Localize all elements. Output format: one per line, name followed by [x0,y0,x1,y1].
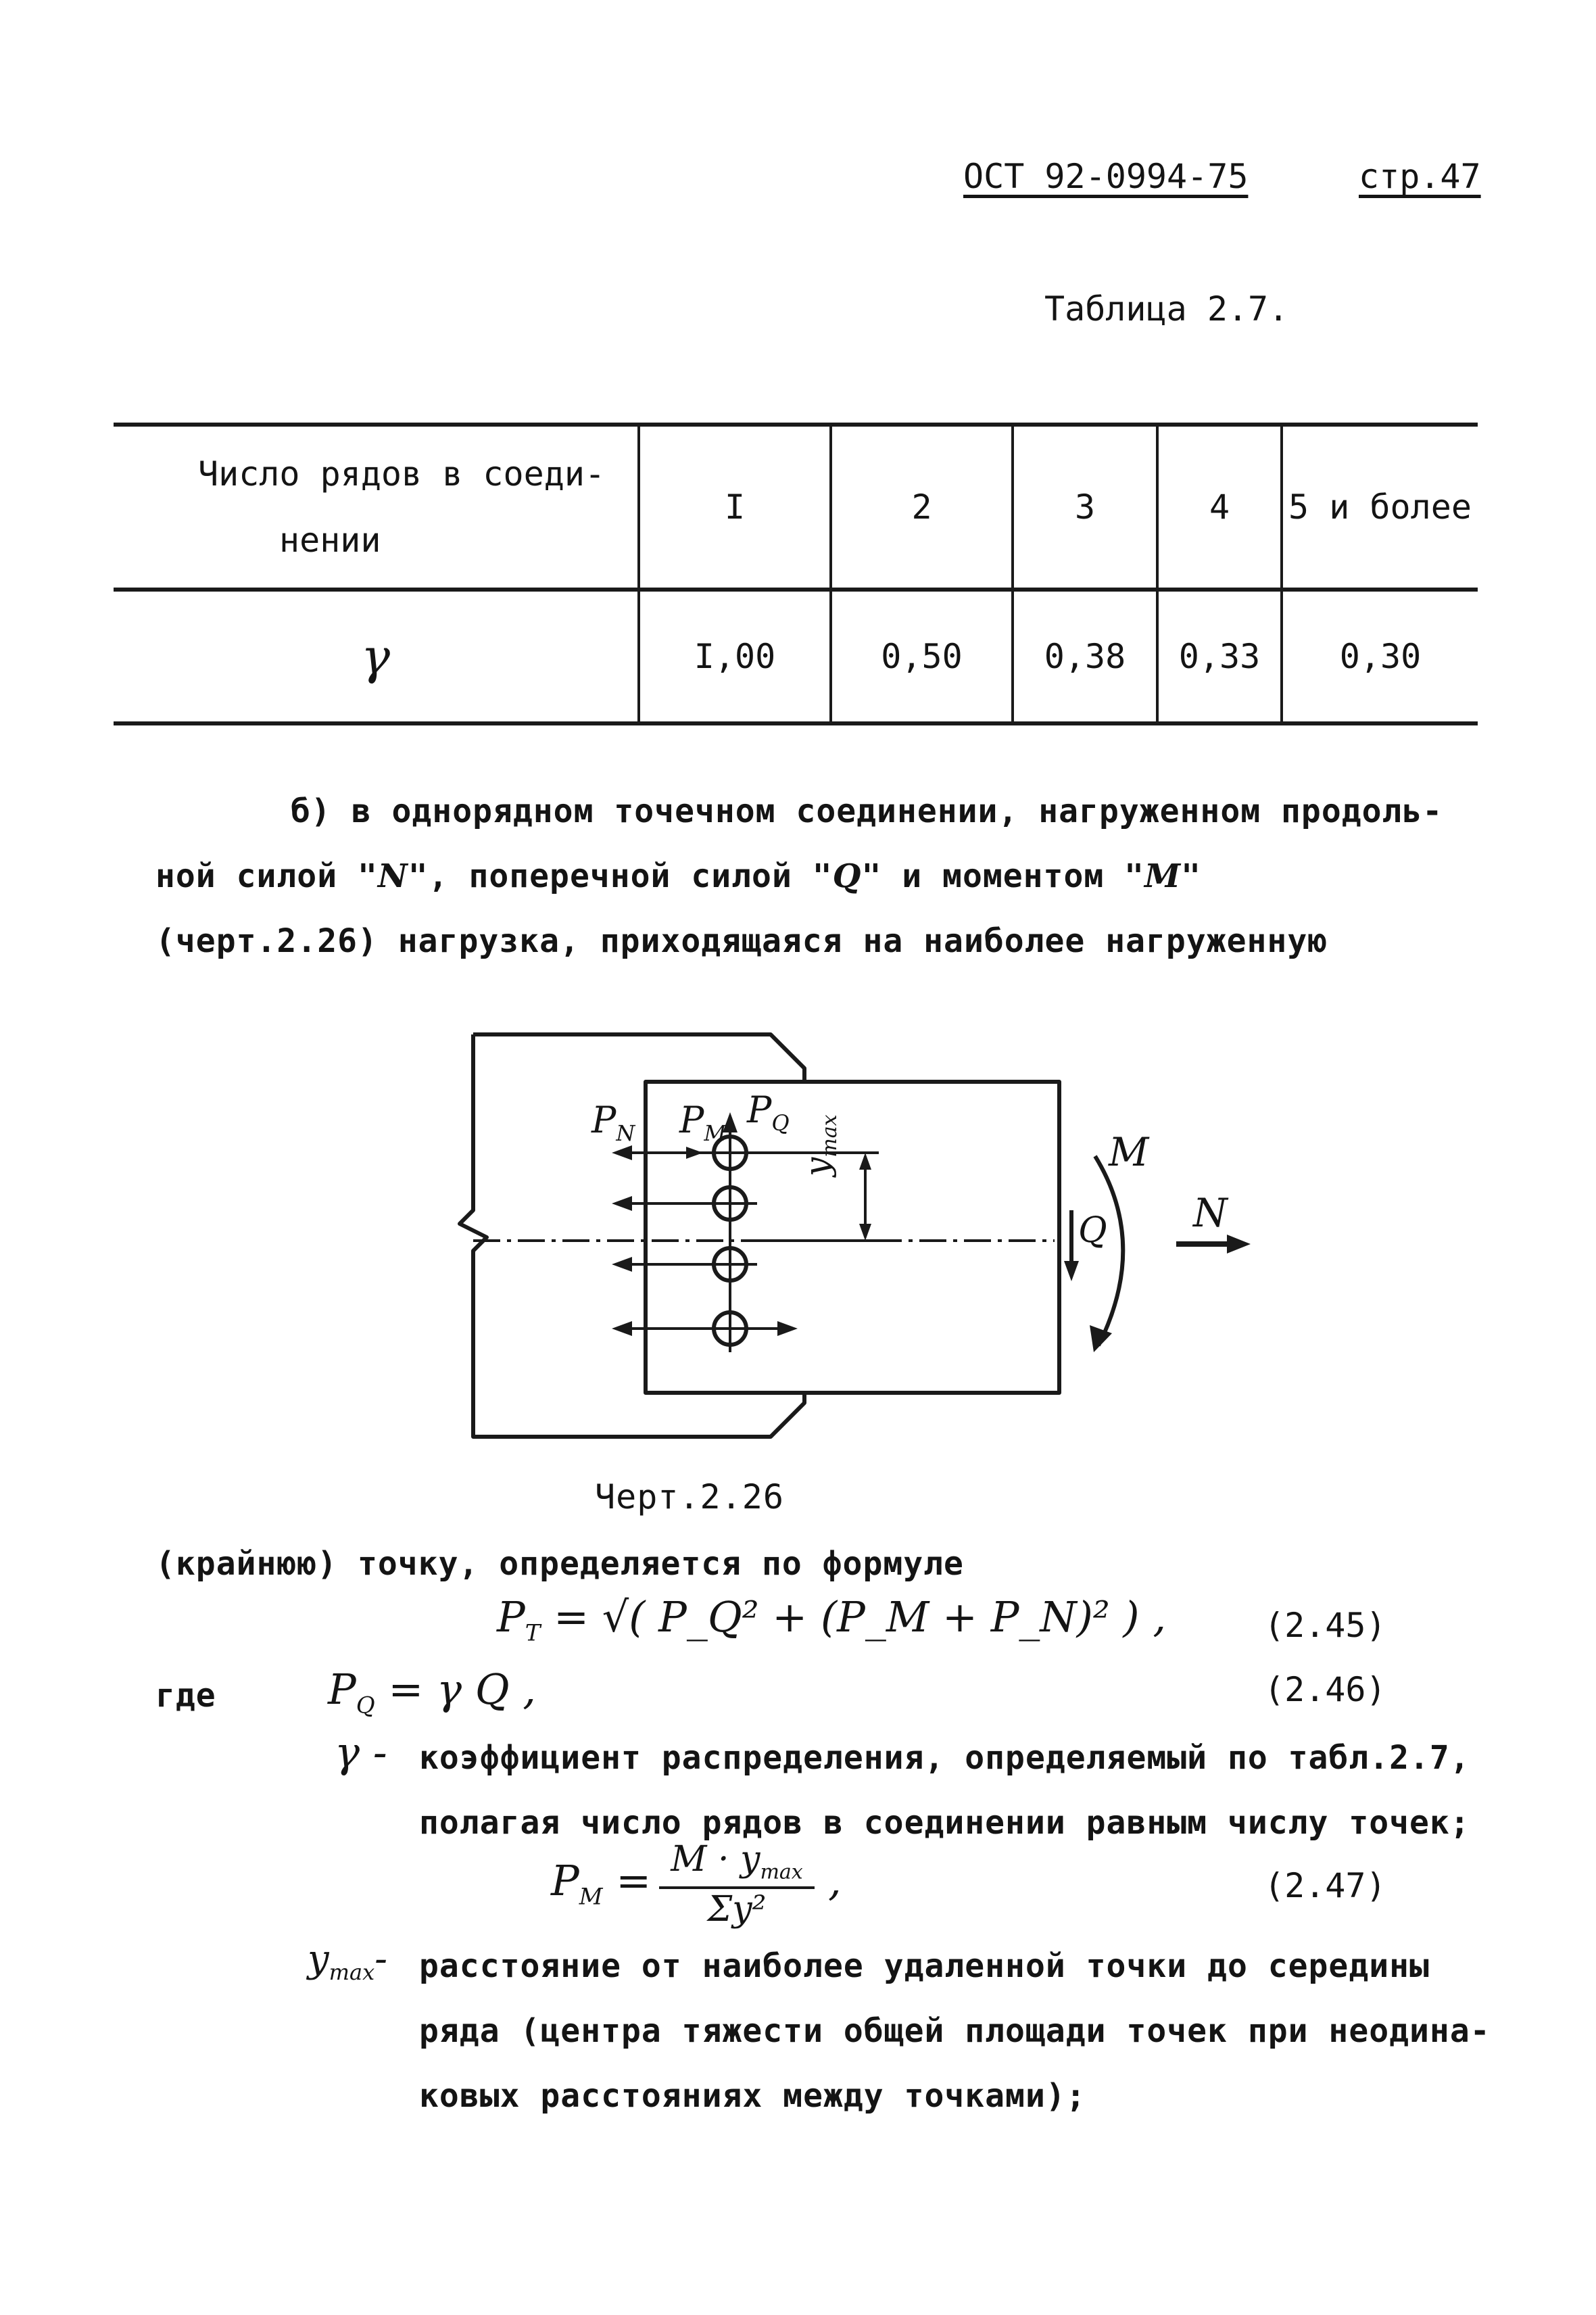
row-header-line2: нении [279,521,381,560]
table-value: 0,38 [1013,590,1157,723]
left-plate-top-edge [473,1034,804,1082]
formula-2-47-lhs: $P_M$ = [551,1856,652,1911]
table-value: 0,33 [1157,590,1282,723]
label-q: Q [1078,1210,1107,1251]
formula-2-47-fraction [659,1839,815,1930]
label-pm: $P_M$ [679,1099,727,1146]
symbol-m: M [1144,857,1182,895]
table-value: I,00 [639,590,831,723]
formula-intro-text: (крайнюю) точку, определяется по формуле [155,1545,964,1583]
page-number: стр.47 [1359,157,1481,196]
figure-caption: Черт.2.26 [595,1477,784,1517]
label-pn: $P_N$ [591,1099,635,1146]
fraction-numerator: $M \cdot y_{max}$ [659,1839,815,1889]
equation-number-2-45: (2.45) [1264,1606,1386,1645]
label-pq: $P_Q$ [747,1089,790,1136]
label-ymax: $y_{max}$ [798,1114,842,1176]
symbol-q: Q [832,857,862,895]
paragraph-line-1: б) в однорядном точечном соединении, нагруженном продоль- [291,792,1443,830]
column-header: I [639,425,831,590]
gamma-definition-symbol: γ - [335,1727,387,1777]
ymax-definition-symbol: $y_{max}-$ [308,1937,388,1986]
formula-2-46: $P_Q = \gamma$ Q , [328,1665,536,1719]
equation-number-2-46: (2.46) [1264,1670,1386,1709]
moment-arc [1095,1156,1123,1345]
formula-2-45: $P_T$ = √( P_Q² + (P_M + P_N)² ) , [497,1592,1167,1647]
fraction-denominator: Σy² [707,1889,767,1930]
paragraph-line-2: ной силой "N", поперечной силой "Q" и моментом "M" [155,857,1202,895]
document-number: ОСТ 92-0994-75 [963,157,1249,196]
column-header: 2 [831,425,1013,590]
ymax-definition-line-3: ковых расстояниях между точками); [419,2077,1086,2115]
paragraph-line-3: (черт.2.26) нагрузка, приходящаяся на наиболее нагруженную [155,922,1328,960]
formula-2-47-tail: , [828,1856,842,1905]
label-n: N [1193,1190,1228,1236]
where-label: где [155,1677,216,1715]
column-header: 3 [1013,425,1157,590]
column-header: 4 [1157,425,1282,590]
equation-number-2-47: (2.47) [1264,1866,1386,1905]
table-value: 0,50 [831,590,1013,723]
column-header: 5 и более [1282,425,1478,590]
gamma-definition-line-2: полагая число рядов в соединении равным числу точек; [419,1804,1470,1842]
symbol-n: N [377,857,408,895]
gamma-definition-line-1: коэффициент распределения, определяемый по табл.2.7, [419,1739,1470,1777]
ymax-definition-line-2: ряда (центра тяжести общей площади точек при неодина- [419,2012,1491,2050]
table-value: 0,30 [1282,590,1478,723]
gamma-symbol-cell: γ [114,590,639,723]
ymax-definition-line-1: расстояние от наиболее удаленной точки до середины [419,1947,1430,1985]
label-moment-m: M [1109,1129,1149,1175]
table-caption: Таблица 2.7. [1044,289,1289,329]
row-header-line1: Число рядов в соеди- [198,454,606,494]
